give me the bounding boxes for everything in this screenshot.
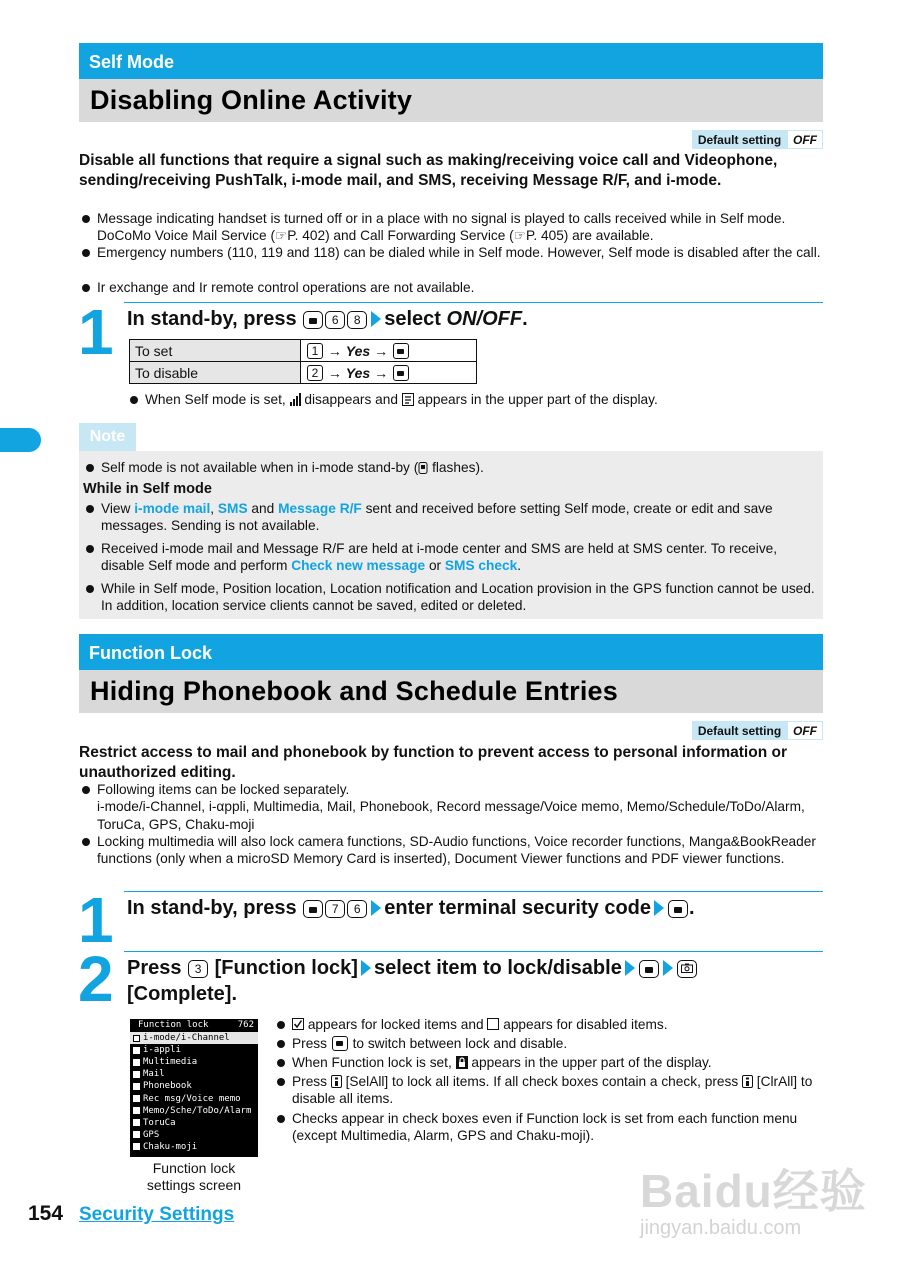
checkbox-icon <box>133 1095 140 1102</box>
step1-instruction <box>127 895 695 921</box>
step-text: [Function lock] <box>214 957 358 979</box>
step-text: [Complete]. <box>127 983 237 1005</box>
list-item <box>277 1054 823 1071</box>
note-subheading: While in Self mode <box>83 481 212 497</box>
bullet-text: View <box>101 501 131 516</box>
list-item <box>277 1110 823 1145</box>
step1-instruction <box>127 306 528 332</box>
section-category-self-mode: Self Mode <box>79 43 823 79</box>
checkbox-icon <box>133 1131 140 1138</box>
bullet-icon <box>130 396 138 404</box>
table-cell: To disable <box>130 362 301 384</box>
imode-key-icon <box>331 1075 342 1088</box>
bullet-text: Locking multimedia will also lock camera functions, SD-Audio functions, Voice recorder functions, Manga&BookReader functions (only when a microSD Memory Card is inserted), Document Viewer functions and PDF viewer functions. <box>97 834 816 867</box>
list-item[interactable] <box>130 1044 258 1056</box>
item-label: ToruCa <box>143 1117 176 1128</box>
key-icon: 6 <box>325 311 345 329</box>
bullet-text: While in Self mode, Position location, Location notification and Location provision in the GPS function cannot be used. In addition, location service clients cannot be saved, edited or deleted. <box>101 581 815 614</box>
checkbox-icon <box>133 1071 140 1078</box>
bullet-icon <box>82 284 90 292</box>
step-text: In stand-by, press <box>127 308 297 330</box>
note-label: Note <box>79 423 136 451</box>
item-label: i-appli <box>143 1045 181 1056</box>
list-item[interactable] <box>130 1068 258 1080</box>
bullet-text: and <box>251 501 275 516</box>
step-number: 1 <box>78 884 114 956</box>
arrow-right-icon <box>625 960 635 976</box>
list-item <box>82 833 823 868</box>
list-item <box>277 1035 823 1052</box>
list-item <box>86 500 816 535</box>
arrow-right-icon <box>654 900 664 916</box>
bullet-text: [SelAll] to lock all items. If all check boxes contain a check, press <box>345 1074 739 1089</box>
table-cell: To set <box>130 340 301 362</box>
bullet-text: appears in the upper part of the display. <box>471 1055 712 1070</box>
step-divider <box>124 891 823 892</box>
default-setting-badge <box>692 130 823 149</box>
step-text: In stand-by, press <box>127 897 297 919</box>
step-end: . <box>522 308 528 330</box>
bullet-text: Ir exchange and Ir remote control operations are not available. <box>97 280 475 295</box>
step-end: . <box>689 897 695 919</box>
item-label: Phonebook <box>143 1081 192 1092</box>
key-icon: 2 <box>307 365 323 381</box>
bullet-icon <box>277 1115 285 1123</box>
arrow-right-icon <box>361 960 371 976</box>
bullet-text: [ClrAll] to disable all items. <box>292 1074 813 1107</box>
list-item <box>86 580 816 615</box>
bullet-text: or <box>428 558 442 574</box>
arrow-text: → <box>327 364 342 381</box>
list-item[interactable] <box>130 1056 258 1068</box>
bullet-text: Self mode is not available when in i-mode stand-by ( <box>101 460 419 475</box>
key-icon: 8 <box>347 311 367 329</box>
list-item[interactable] <box>130 1141 258 1153</box>
bullet-text: Emergency numbers (110, 119 and 118) can be dialed while in Self mode. However, Self mode is disabled after the call. <box>97 245 821 260</box>
arrow-right-icon <box>371 311 381 327</box>
unchecked-box-icon <box>487 1018 499 1030</box>
table-value: Yes <box>345 364 371 381</box>
step-text: enter terminal security code <box>384 897 652 919</box>
list-item <box>82 279 823 296</box>
bullet-text: Press <box>292 1074 327 1089</box>
center-key-icon <box>393 365 409 381</box>
key-icon: 1 <box>307 343 323 359</box>
table-row <box>130 340 477 362</box>
list-item[interactable] <box>130 1092 258 1104</box>
list-item <box>86 540 816 575</box>
bullet-text: , <box>210 501 215 516</box>
item-label: Chaku-moji <box>143 1141 198 1152</box>
page-title-disabling-online-activity: Disabling Online Activity <box>79 79 823 122</box>
bullet-icon <box>82 249 90 257</box>
link-imode-mail[interactable]: i-mode mail <box>134 501 211 516</box>
table-value: Yes <box>345 342 371 359</box>
link-sms-check[interactable]: SMS check <box>444 558 518 574</box>
checkbox-icon <box>133 1107 140 1114</box>
list-item[interactable] <box>130 1032 258 1044</box>
table-cell <box>301 340 477 362</box>
screen-caption <box>130 1160 258 1194</box>
step2-instruction <box>127 955 817 1007</box>
bullet-text: appears for locked items and <box>307 1017 484 1032</box>
section1-lead: Disable all functions that require a signal such as making/receiving voice call and Videophone, sending/receiving PushTalk, i-mode mail, and SMS, receiving Message R/F, and i-mode. <box>79 152 778 189</box>
checkbox-icon <box>133 1143 140 1150</box>
bullet-text: i-mode/i-Channel, i-αppli, Multimedia, Mail, Phonebook, Record message/Voice memo, Memo/Schedule/ToDo/Alarm, ToruCa, GPS, Chaku-moji <box>97 799 805 832</box>
imode-icon <box>418 462 428 474</box>
default-setting-value: OFF <box>787 721 823 740</box>
section2-lead: Restrict access to mail and phonebook by function to prevent access to personal information or unauthorized editing. <box>79 744 787 781</box>
arrow-text: → <box>374 342 389 359</box>
item-label: Rec msg/Voice memo <box>143 1093 241 1104</box>
function-lock-icon <box>456 1056 468 1069</box>
bullet-text: Following items can be locked separately. <box>97 782 350 797</box>
item-label: Mail <box>143 1069 165 1080</box>
bullet-text: Checks appear in check boxes even if Function lock is set from each function menu (except Multimedia, Alarm, GPS and Chaku-moji). <box>292 1111 798 1144</box>
list-item[interactable] <box>130 1080 258 1092</box>
section-category-function-lock: Function Lock <box>79 634 823 670</box>
screen-indicator: 762 <box>237 1020 254 1030</box>
checkbox-icon <box>133 1059 140 1066</box>
screen-title: Function lock <box>138 1020 209 1030</box>
step-text: Press <box>127 957 182 979</box>
item-label: Memo/Sche/ToDo/Alarm <box>143 1105 252 1116</box>
step-text: select <box>384 308 441 330</box>
list-item <box>130 391 823 408</box>
camera-key-icon <box>677 960 697 978</box>
signal-antenna-icon <box>290 393 301 406</box>
arrow-text: → <box>374 364 389 381</box>
watermark-url: jingyan.baidu.com <box>640 1217 802 1239</box>
key-icon: 3 <box>188 960 208 978</box>
bullet-text: to switch between lock and disable. <box>352 1036 568 1051</box>
page-title-hiding-phonebook: Hiding Phonebook and Schedule Entries <box>79 670 823 713</box>
default-setting-value: OFF <box>787 130 823 149</box>
bullet-icon <box>277 1021 285 1029</box>
link-sms[interactable]: SMS <box>217 501 248 516</box>
step-divider <box>124 302 823 303</box>
imode-key-icon <box>742 1075 753 1088</box>
bullet-icon <box>277 1078 285 1086</box>
bullet-text: Message indicating handset is turned off or in a place with no signal is played to calls received while in Self mode. DoCoMo Voice Mail Service (☞P. 402) and Call Forwarding Service (☞P. 405) are available. <box>97 211 786 244</box>
bullet-icon <box>82 215 90 223</box>
bullet-text: When Function lock is set, <box>292 1055 452 1070</box>
self-mode-icon <box>402 393 414 406</box>
list-item[interactable] <box>130 1117 258 1129</box>
list-item <box>86 459 816 476</box>
table-cell <box>301 362 477 384</box>
bullet-icon <box>86 585 94 593</box>
checkbox-icon <box>133 1083 140 1090</box>
key-icon: 6 <box>347 900 367 918</box>
operation-table <box>129 339 477 384</box>
step-text: select item to lock/disable <box>373 957 622 979</box>
chapter-link[interactable]: Security Settings <box>79 1204 235 1225</box>
checked-box-icon <box>292 1018 304 1030</box>
list-item <box>82 244 823 261</box>
checkbox-icon <box>133 1047 140 1054</box>
bullet-icon <box>86 464 94 472</box>
step-divider <box>124 951 823 952</box>
list-item <box>82 781 823 833</box>
checkbox-icon <box>133 1119 140 1126</box>
bullet-text: appears for disabled items. <box>503 1017 668 1032</box>
bullet-icon <box>82 786 90 794</box>
caption-line: settings screen <box>146 1177 242 1193</box>
step-number: 2 <box>78 943 114 1015</box>
arrow-text: → <box>327 342 342 359</box>
bullet-text: sent and received before setting Self mode, create or edit and save messages. Sending is not available. <box>101 501 773 534</box>
item-label: i-mode/i-Channel <box>143 1033 230 1044</box>
checkbox-icon <box>133 1035 140 1042</box>
list-item <box>82 210 823 245</box>
table-row <box>130 362 477 384</box>
center-key-icon <box>303 311 323 329</box>
default-setting-label: Default setting <box>692 721 787 740</box>
center-key-icon <box>303 900 323 918</box>
bullet-icon <box>86 545 94 553</box>
bullet-text: Received i-mode mail and Message R/F are held at i-mode center and SMS are held at SMS center. To receive, disable Self mode and perform <box>101 541 778 574</box>
bullet-text: Press <box>292 1036 327 1051</box>
screen-header <box>130 1019 258 1032</box>
default-setting-label: Default setting <box>692 130 787 149</box>
item-label: Multimedia <box>143 1057 198 1068</box>
watermark-logo: Baidu经验 <box>640 1165 867 1217</box>
bullet-icon <box>82 838 90 846</box>
center-key-icon <box>668 900 688 918</box>
bullet-icon <box>86 505 94 513</box>
bullet-icon <box>277 1059 285 1067</box>
caption-line: Function lock <box>152 1160 236 1176</box>
link-check-new-message[interactable]: Check new message <box>291 558 426 574</box>
function-lock-screen <box>130 1019 258 1157</box>
step-number: 1 <box>78 296 114 368</box>
arrow-right-icon <box>371 900 381 916</box>
center-key-icon <box>639 960 659 978</box>
bullet-text: disappears and <box>304 392 398 407</box>
chapter-tab <box>0 428 41 452</box>
bullet-text: flashes). <box>432 460 484 475</box>
arrow-right-icon <box>663 960 673 976</box>
page-number: 154 <box>28 1202 64 1225</box>
bullet-text: appears in the upper part of the display. <box>417 392 658 407</box>
list-item <box>277 1073 823 1108</box>
list-item <box>277 1016 823 1033</box>
bullet-icon <box>277 1040 285 1048</box>
list-item[interactable] <box>130 1129 258 1141</box>
step-choice: ON/OFF <box>446 308 523 330</box>
item-label: GPS <box>143 1129 160 1140</box>
center-key-icon <box>332 1036 348 1051</box>
bullet-text: . <box>517 558 522 574</box>
link-message-rf[interactable]: Message R/F <box>278 501 362 516</box>
center-key-icon <box>393 343 409 359</box>
default-setting-badge <box>692 721 823 740</box>
list-item[interactable] <box>130 1105 258 1117</box>
bullet-text: When Self mode is set, <box>145 392 286 407</box>
key-icon: 7 <box>325 900 345 918</box>
